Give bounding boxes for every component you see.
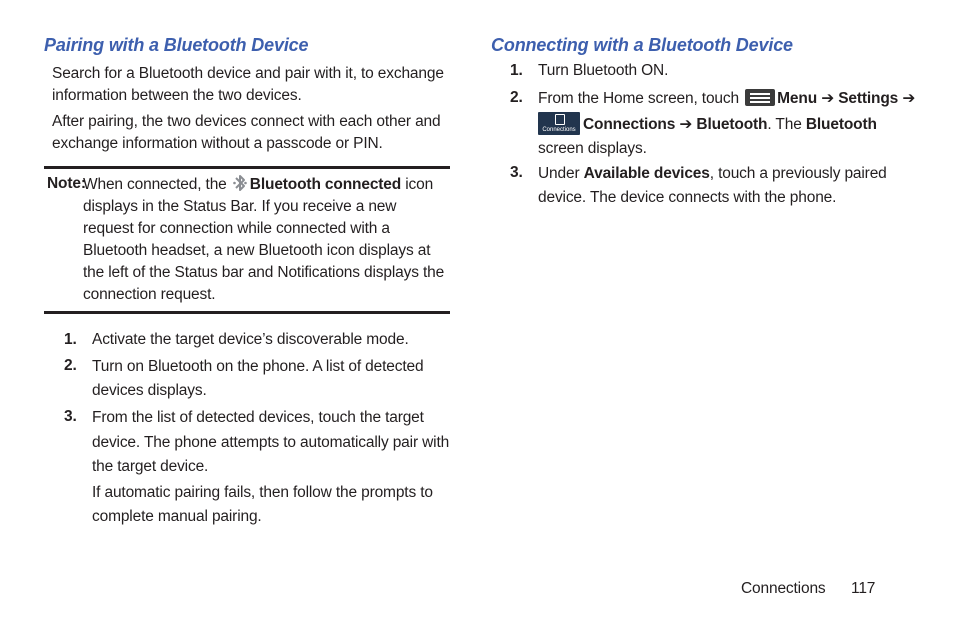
step-text: Under Available devices, touch a previously paired device. The device connects with the phone. (538, 165, 887, 206)
section-heading-connecting: Connecting with a Bluetooth Device (491, 35, 793, 55)
step-text: From the list of detected devices, touch the target device. The phone attempts to automatically pair with the target device. (92, 409, 450, 475)
note-top-rule (44, 166, 450, 169)
bluetooth-connected-icon (232, 173, 248, 193)
intro-paragraph-2: After pairing, the two devices connect with each other and exchange information without a passcode or PIN. (52, 113, 441, 152)
step-number: 2. (510, 89, 523, 106)
menu-icon (745, 89, 775, 106)
step-number: 2. (64, 357, 77, 374)
step-note-text: If automatic pairing fails, then follow the prompts to complete manual pairing. (92, 484, 433, 525)
section-heading-pairing: Pairing with a Bluetooth Device (44, 35, 309, 55)
step-number: 1. (64, 331, 77, 348)
step-number: 1. (510, 62, 523, 79)
step-number: 3. (64, 408, 77, 425)
step-text: Turn on Bluetooth on the phone. A list of detected devices displays. (92, 358, 424, 399)
step-text: From the Home screen, touch Menu ➔ Settings ➔ Connections Connections ➔ Bluetooth. The Bluetooth screen displays. (538, 90, 916, 157)
intro-paragraph-1: Search for a Bluetooth device and pair with it, to exchange information between the two devices. (52, 65, 444, 104)
note-text: When connected, the Bluetooth connected icon displays in the Status Bar. If you receive a new request for connection while connected with a Bluetooth headset, a new Bluetooth icon displays at the left of the Status bar and Notifications displays the connection request. (83, 173, 449, 306)
page-number: 117 (851, 580, 876, 597)
connections-icon: Connections (538, 112, 580, 135)
step-number: 3. (510, 164, 523, 181)
step-text: Turn Bluetooth ON. (538, 62, 669, 79)
step-text: Activate the target device’s discoverable mode. (92, 331, 409, 348)
note-label: Note: (47, 175, 86, 192)
footer-section-name: Connections (741, 580, 826, 597)
note-bottom-rule (44, 311, 450, 314)
